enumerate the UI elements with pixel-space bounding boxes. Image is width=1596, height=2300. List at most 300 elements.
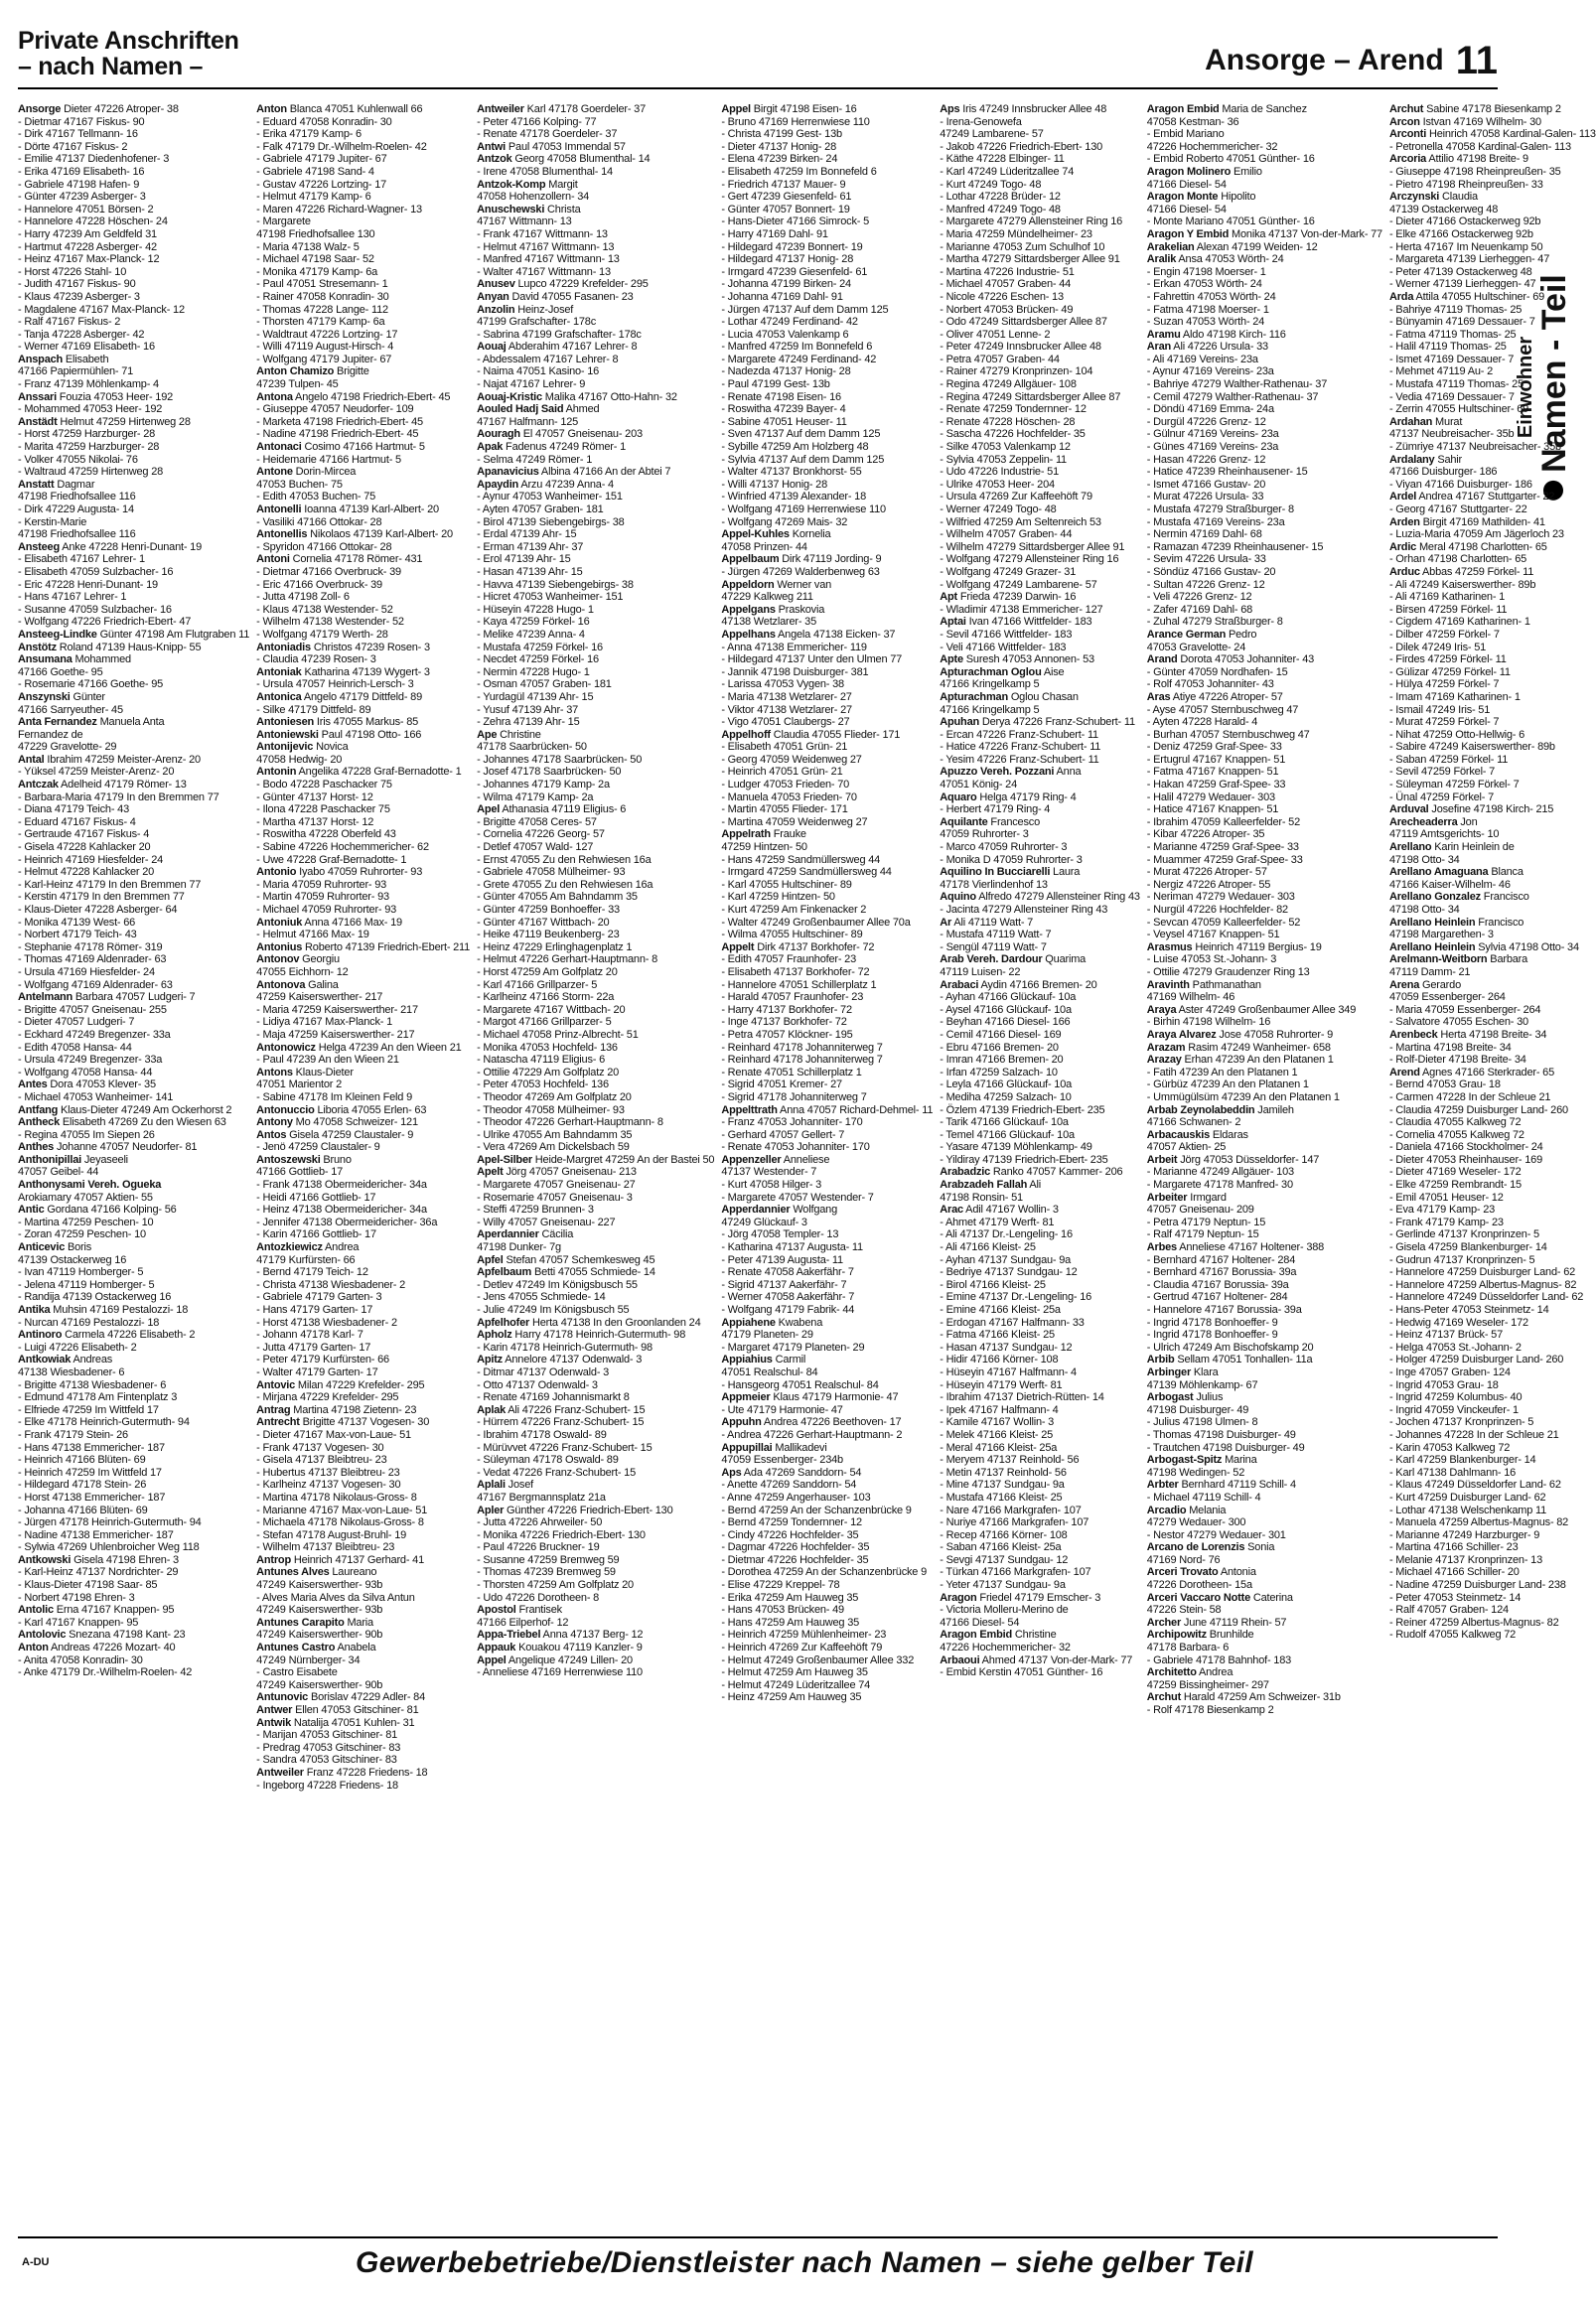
entry-details: Brigitte: [334, 365, 369, 378]
directory-entry: [940, 803, 1140, 816]
entry-details: - Mürüvvet 47226 Franz-Schubert- 15: [477, 1441, 653, 1454]
entry-details: - Maria 47138 Wetzlarer- 27: [721, 690, 852, 703]
entry-details: - Maria 47259 Mündelheimer- 23: [940, 227, 1092, 240]
directory-entry: [1389, 228, 1596, 241]
directory-entry: [18, 1329, 249, 1342]
directory-entry: [477, 354, 714, 366]
entry-details: Jörg 47057 Gneisenau- 213: [503, 1166, 637, 1179]
directory-entry: [18, 416, 249, 429]
directory-entry: [18, 1654, 249, 1667]
entry-details: Francesco: [987, 815, 1040, 828]
entry-details: 47166 Duisburger- 186: [1388, 466, 1498, 479]
directory-entry: [940, 1654, 1140, 1667]
entry-details: Betti 47055 Schmiede- 14: [531, 1266, 655, 1279]
directory-entry: [940, 642, 1140, 654]
directory-entry: [18, 516, 249, 529]
entry-details: Ibrahim 47259 Meister-Arenz- 20: [44, 753, 201, 766]
directory-entry: [256, 854, 470, 867]
entry-details: - Karl 47259 Hintzen- 50: [721, 891, 835, 904]
directory-entry: [940, 1604, 1140, 1617]
entry-details: - Inge 47137 Borkhofer- 72: [721, 1016, 847, 1029]
entry-details: 47058 Hohenzollern- 34: [477, 191, 590, 204]
directory-entry: [940, 553, 1140, 566]
directory-entry: [721, 316, 933, 329]
directory-entry: [940, 253, 1140, 266]
directory-entry: [256, 1004, 470, 1017]
entry-details: - Marianne 47167 Max-von-Laue- 51: [256, 1504, 428, 1516]
entry-surname: Arbacauskis: [1146, 1128, 1211, 1141]
entry-details: Elisabeth: [63, 353, 109, 365]
entry-details: - Barbara-Maria 47179 In den Bremmen 77: [18, 791, 219, 803]
entry-details: Erhan 47239 An den Platanen 1: [1181, 1054, 1334, 1067]
directory-entry: [256, 354, 470, 366]
entry-details: - Bernhard 47167 Borussia- 39a: [1146, 1266, 1297, 1279]
entry-details: Andrea 47167 Stuttgarter- 22: [1416, 491, 1555, 503]
directory-entry: [1147, 1366, 1382, 1379]
directory-entry: [721, 1166, 933, 1179]
entry-details: - Erman 47139 Ahr- 37: [477, 540, 584, 553]
directory-entry: [940, 566, 1140, 579]
entry-details: - Elfriede 47259 Im Wittfeld 17: [18, 1403, 159, 1416]
directory-entry: [940, 1179, 1140, 1192]
entry-details: Anna 47137 Berg- 12: [540, 1629, 644, 1642]
entry-details: - Roswitha 47239 Bayer- 4: [721, 403, 846, 416]
entry-details: - Türkan 47166 Markgrafen- 107: [940, 1566, 1091, 1579]
entry-details: - Sultan 47226 Grenz- 12: [1146, 578, 1265, 591]
directory-entry: [1147, 378, 1382, 391]
entry-details: 47198 Otto- 34: [1388, 904, 1460, 916]
directory-entry: [18, 541, 249, 554]
directory-entry: [18, 1467, 249, 1480]
entry-details: - Gudrun 47137 Kronprinzen- 5: [1388, 1253, 1535, 1266]
entry-details: Borislav 47229 Adler- 84: [308, 1691, 426, 1704]
page-range: [1205, 39, 1498, 82]
directory-entry: [256, 1780, 470, 1793]
directory-entry: [1147, 191, 1382, 204]
directory-entry: [477, 966, 714, 979]
directory-entry: [18, 991, 249, 1004]
entry-details: Alfredo 47279 Allensteiner Ring 43: [975, 891, 1140, 904]
directory-entry: [18, 854, 249, 867]
directory-entry: [1147, 1166, 1382, 1179]
entry-details: - Brigitte 47138 Wiesbadener- 6: [18, 1378, 167, 1391]
entry-details: - Margaret 47179 Planeten- 29: [721, 1341, 865, 1354]
entry-details: - Edith 47053 Buchen- 75: [256, 491, 376, 503]
entry-details: June 47119 Rhein- 57: [1181, 1616, 1287, 1629]
directory-entry: [1147, 779, 1382, 791]
entry-details: - Julie 47249 Im Königsbusch 55: [477, 1304, 630, 1316]
entry-surname: Arab Vereh. Dardour: [940, 953, 1043, 966]
directory-entry: [1389, 503, 1596, 516]
entry-details: Antonia: [1218, 1566, 1256, 1579]
entry-surname: Antonov: [256, 953, 300, 966]
directory-entry: [256, 1467, 470, 1480]
entry-surname: Antzok-Komp: [477, 178, 546, 191]
directory-entry: [256, 1479, 470, 1492]
directory-entry: [256, 629, 470, 642]
entry-details: Adil 47167 Wollin- 3: [962, 1204, 1059, 1217]
entry-details: - Hatice 47226 Franz-Schubert- 11: [940, 741, 1101, 754]
directory-entry: [1389, 403, 1596, 416]
entry-details: - Frank 47179 Stein- 26: [18, 1428, 128, 1441]
directory-entry: [18, 341, 249, 354]
entry-details: 47059 Ruhrorter- 3: [940, 828, 1029, 841]
directory-entry: [940, 929, 1140, 941]
entry-details: - Nergiz 47226 Atroper- 55: [1146, 878, 1271, 891]
entry-details: 47249 Nürnberger- 34: [256, 1653, 361, 1666]
directory-entry: [1389, 1554, 1596, 1567]
entry-details: Kwabena: [775, 1316, 823, 1329]
directory-entry: [721, 629, 933, 642]
directory-entry: [1147, 166, 1382, 179]
directory-entry: [721, 278, 933, 291]
entry-surname: Antinoro: [18, 1329, 63, 1342]
directory-entry: [256, 1742, 470, 1755]
entry-surname: Appmeier: [721, 1391, 771, 1404]
directory-entry: [18, 266, 249, 279]
entry-details: 47053 Gravelotte- 24: [1146, 641, 1246, 653]
entry-details: - Sevgi 47137 Sundgau- 12: [940, 1553, 1069, 1566]
entry-details: - Hildegard 47239 Bonnert- 19: [721, 240, 863, 253]
directory-entry: [477, 1141, 714, 1154]
directory-column: [1389, 103, 1596, 2219]
directory-entry: [1389, 1291, 1596, 1304]
directory-entry: [477, 466, 714, 479]
directory-entry: [1147, 1442, 1382, 1455]
entry-details: - Regina 47055 Im Siepen 26: [18, 1128, 155, 1141]
directory-entry: [940, 1379, 1140, 1392]
directory-entry: [940, 1529, 1140, 1542]
directory-entry: [721, 1254, 933, 1267]
directory-entry: [1147, 153, 1382, 166]
directory-entry: [721, 1141, 933, 1154]
entry-surname: Anszynski: [18, 690, 71, 703]
directory-entry: [18, 1004, 249, 1017]
entry-details: - Cornelia 47055 Kalkweg 72: [1388, 1128, 1524, 1141]
entry-surname: Antoni: [256, 553, 290, 566]
directory-entry: [721, 729, 933, 742]
directory-entry: [18, 128, 249, 141]
directory-entry: [18, 204, 249, 216]
entry-details: - Murat 47226 Atroper- 57: [1146, 866, 1267, 879]
entry-surname: Architetto: [1146, 1666, 1197, 1679]
entry-surname: Antonellis: [256, 528, 308, 541]
entry-surname: Antozkiewicz: [256, 1241, 323, 1254]
entry-details: - Dietmar 47166 Overbruck- 39: [256, 565, 401, 578]
entry-details: - Elke 47178 Heinrich-Gutermuth- 94: [18, 1416, 190, 1429]
entry-surname: Anspach: [18, 353, 64, 365]
entry-details: - Dorothea 47259 An der Schanzenbrücke 9: [721, 1566, 927, 1579]
entry-details: Bruno: [320, 1153, 352, 1166]
directory-entry: [1147, 891, 1382, 904]
entry-details: - Dieter 47169 Weseler- 172: [1388, 1166, 1522, 1179]
directory-entry: [940, 966, 1140, 979]
entry-details: - Bernd 47259 An der Schanzenbrücke 9: [721, 1504, 912, 1516]
directory-column: [940, 103, 1140, 2219]
entry-details: - Detlev 47249 Im Königsbusch 55: [477, 1278, 638, 1291]
entry-details: - Heinrich 47166 Blüten- 69: [18, 1454, 146, 1467]
entry-details: - Zerrin 47055 Hultschiner- 69: [1388, 403, 1529, 416]
directory-entry: [1147, 1642, 1382, 1654]
directory-entry: [940, 128, 1140, 141]
entry-details: 47198 Ronsin- 51: [940, 1191, 1023, 1204]
directory-entry: [256, 1429, 470, 1442]
entry-details: - Lothar 47228 Brüder- 12: [940, 191, 1061, 204]
entry-details: Josefine 47198 Kirch- 215: [1428, 803, 1554, 816]
entry-details: - Renate 47058 Aakerfähr- 7: [721, 1266, 854, 1279]
entry-details: - Ismet 47169 Dessauer- 7: [1388, 353, 1515, 365]
entry-details: - Yesim 47226 Franz-Schubert- 11: [940, 753, 1099, 766]
entry-details: - Hildegard 47137 Unter den Ulmen 77: [721, 653, 903, 666]
entry-details: Dagmar: [54, 478, 95, 491]
directory-entry: [1389, 1091, 1596, 1104]
entry-details: Attilio 47198 Breite- 9: [1426, 153, 1528, 166]
directory-entry: [477, 1604, 714, 1617]
directory-entry: [18, 1566, 249, 1579]
entry-details: - Monika D 47059 Ruhrorter- 3: [940, 853, 1083, 866]
directory-entry: [256, 228, 470, 241]
entry-details: - Thomas 47169 Aldenrader- 63: [18, 953, 167, 966]
entry-details: 47259 Kaiserswerther- 217: [256, 991, 383, 1004]
side-tab-sub-label: Einwohner: [1515, 336, 1536, 439]
entry-details: - Werner 47249 Togo- 48: [940, 503, 1057, 515]
directory-entry: [721, 1579, 933, 1592]
entry-details: - Zehra 47139 Ahr- 15: [477, 716, 580, 729]
entry-surname: Arazay: [1146, 1054, 1182, 1067]
directory-entry: [256, 891, 470, 904]
entry-details: - Hicret 47053 Wanheimer- 151: [477, 591, 624, 604]
directory-entry: [477, 1304, 714, 1317]
directory-entry: [940, 1429, 1140, 1442]
entry-details: - Heinz 47259 Am Hauweg 35: [721, 1691, 862, 1704]
entry-details: - Elisabeth 47167 Lehrer- 1: [18, 553, 145, 566]
directory-entry: [721, 1416, 933, 1429]
entry-details: - Karl 47166 Grillparzer- 5: [477, 978, 598, 991]
entry-surname: Archipowitz: [1146, 1629, 1207, 1642]
entry-details: - Norbert 47053 Brücken- 49: [940, 303, 1074, 316]
directory-entry: [1147, 879, 1382, 892]
directory-entry: [256, 491, 470, 503]
entry-surname: Appelhans: [721, 628, 776, 641]
directory-entry: [1389, 266, 1596, 279]
entry-details: - Emil 47051 Heuser- 12: [1388, 1191, 1504, 1204]
directory-entry: [477, 816, 714, 829]
directory-entry: [477, 166, 714, 179]
entry-details: 47057 Geibel- 44: [18, 1166, 99, 1179]
entry-details: - Sigrid 47178 Johanniterweg 7: [721, 1090, 867, 1103]
entry-details: - Birsen 47259 Förkel- 11: [1388, 603, 1508, 616]
entry-surname: Antoniak: [256, 665, 302, 678]
entry-details: - Johanna 47169 Dahl- 91: [721, 290, 843, 303]
entry-details: - Deniz 47259 Graf-Spee- 33: [1146, 741, 1282, 754]
entry-details: - Margarete 47167 Wittbach- 20: [477, 1003, 626, 1016]
entry-details: - Petronella 47058 Kardinal-Galen- 113: [1388, 140, 1571, 153]
directory-entry: [477, 241, 714, 254]
entry-surname: Arbaoui: [940, 1653, 980, 1666]
entry-details: - Nicole 47226 Eschen- 13: [940, 290, 1064, 303]
entry-details: - Heinrich 47169 Hiesfelder- 24: [18, 853, 164, 866]
entry-details: - Karlheinz 47137 Vogesen- 30: [256, 1479, 401, 1492]
entry-surname: Antweiler: [256, 1766, 304, 1779]
entry-details: Iyabo 47059 Ruhrorter- 93: [296, 866, 423, 879]
directory-entry: [721, 1592, 933, 1605]
directory-entry: [721, 1078, 933, 1091]
directory-entry: [721, 604, 933, 617]
entry-details: - Kurt 47259 Duisburger Land- 62: [1388, 1491, 1546, 1504]
entry-details: Andrea: [1196, 1666, 1233, 1679]
directory-entry: [477, 365, 714, 378]
entry-details: - Wolfgang 47058 Hansa- 44: [18, 1066, 153, 1078]
entry-details: - Bernd 47053 Grau- 18: [1388, 1078, 1501, 1091]
entry-details: - Bahriye 47279 Walther-Rathenau- 37: [1146, 378, 1328, 391]
directory-entry: [256, 103, 470, 116]
entry-surname: Anton Chamizo: [256, 365, 335, 378]
entry-surname: Arand: [1146, 653, 1178, 666]
directory-entry: [1147, 979, 1382, 992]
entry-details: Brunhilde: [1206, 1629, 1254, 1642]
directory-entry: [1147, 1141, 1382, 1154]
entry-surname: Arbinger: [1146, 1366, 1192, 1378]
entry-details: Christos 47239 Rosen- 3: [310, 641, 430, 653]
entry-details: - Franz 47139 Möhlenkamp- 4: [18, 378, 159, 391]
directory-entry: [1147, 642, 1382, 654]
directory-entry: [940, 166, 1140, 179]
entry-details: - Firdes 47259 Förkel- 11: [1388, 653, 1507, 666]
section-title-line1: Private Anschriften: [18, 27, 239, 55]
directory-entry: [1389, 791, 1596, 804]
entry-surname: Antonica: [256, 690, 302, 703]
directory-entry: [18, 653, 249, 666]
entry-details: - Thomas 47239 Bremweg 59: [477, 1566, 616, 1579]
directory-entry: [256, 1266, 470, 1279]
directory-entry: [256, 428, 470, 441]
directory-entry: [1147, 803, 1382, 816]
entry-details: - Tanja 47228 Asberger- 42: [18, 328, 145, 341]
directory-entry: [18, 378, 249, 391]
directory-entry: [477, 204, 714, 216]
directory-entry: [477, 803, 714, 816]
entry-details: - Durgül 47226 Grenz- 12: [1146, 415, 1266, 428]
directory-entry: [256, 1342, 470, 1355]
entry-details: - Steffi 47259 Brunnen- 3: [477, 1204, 594, 1217]
directory-entry: [477, 691, 714, 704]
directory-entry: [477, 1279, 714, 1292]
directory-entry: [1147, 816, 1382, 829]
directory-entry: [721, 291, 933, 304]
directory-entry: [1147, 1391, 1382, 1404]
entry-details: - Sabrina 47199 Grafschafter- 178c: [477, 328, 642, 341]
directory-entry: [940, 841, 1140, 854]
entry-details: Dirk 47119 Jording- 9: [779, 553, 882, 566]
entry-details: - Renate 47051 Schillerplatz 1: [721, 1066, 862, 1078]
entry-surname: Antweiler: [477, 103, 524, 115]
section-title: [18, 28, 239, 79]
directory-entry: [256, 1228, 470, 1241]
directory-entry: [1389, 516, 1596, 529]
entry-details: - Hartmut 47228 Asberger- 42: [18, 240, 157, 253]
entry-details: Aldo 47198 Kirch- 116: [1180, 328, 1286, 341]
directory-entry: [256, 1078, 470, 1091]
entry-details: - Hannelore 47259 Albertus-Magnus- 82: [1388, 1278, 1577, 1291]
entry-details: Klaus 47179 Harmonie- 47: [770, 1391, 899, 1404]
entry-details: Abderahim 47167 Lehrer- 8: [506, 341, 638, 354]
entry-surname: Appelgans: [721, 603, 776, 616]
entry-details: - Hannelore 47228 Höschen- 24: [18, 216, 168, 228]
entry-details: Sonia: [1244, 1541, 1275, 1554]
entry-details: - Michael 47059 Ruhrorter- 93: [256, 904, 397, 916]
entry-details: 47058 Kestman- 36: [1146, 115, 1239, 128]
directory-entry: [721, 428, 933, 441]
directory-entry: [1147, 1266, 1382, 1279]
directory-entry: [477, 1592, 714, 1605]
directory-entry: [940, 1467, 1140, 1480]
entry-details: Barbara 47057 Ludgeri- 7: [73, 991, 196, 1004]
entry-details: - Stephanie 47178 Römer- 319: [18, 940, 163, 953]
entry-details: 47166 Diesel- 54: [940, 1616, 1020, 1629]
entry-details: 47198 Friedhofsallee 116: [18, 528, 136, 541]
directory-entry: [940, 403, 1140, 416]
directory-entry: [721, 841, 933, 854]
directory-entry: [1147, 1179, 1382, 1192]
directory-entry: [256, 1116, 470, 1129]
entry-surname: Aragon Y Embid: [1146, 227, 1230, 240]
directory-entry: [721, 365, 933, 378]
entry-details: - Michael 47058 Prinz-Albrecht- 51: [477, 1028, 639, 1041]
directory-entry: [721, 866, 933, 879]
directory-entry: [1389, 1566, 1596, 1579]
entry-details: - Marianne 47259 Graf-Spee- 33: [1146, 841, 1299, 854]
entry-details: - Michael 47166 Schiller- 20: [1388, 1566, 1520, 1579]
entry-details: - Sven 47137 Auf dem Damm 125: [721, 428, 881, 441]
directory-entry: [477, 1479, 714, 1492]
entry-surname: Arabzadeh Fallah: [940, 1179, 1028, 1192]
directory-entry: [256, 1179, 470, 1192]
directory-entry: [477, 103, 714, 116]
entry-surname: Antwer: [256, 1704, 293, 1716]
directory-entry: [18, 1354, 249, 1366]
entry-details: - Klaus 47138 Westender- 52: [256, 603, 393, 616]
directory-entry: [721, 953, 933, 966]
entry-details: - Sigrid 47137 Aakerfähr- 7: [721, 1278, 847, 1291]
directory-entry: [18, 1042, 249, 1055]
directory-entry: [1147, 278, 1382, 291]
entry-details: Boris: [65, 1241, 92, 1254]
entry-details: - Wolfgang 47279 Allensteiner Ring 16: [940, 553, 1119, 566]
directory-entry: [721, 1467, 933, 1480]
directory-entry: [256, 716, 470, 729]
entry-details: - Käthe 47228 Elbinger- 11: [940, 153, 1065, 166]
directory-entry: [721, 1029, 933, 1042]
directory-entry: [721, 191, 933, 204]
entry-details: Frieda 47239 Darwin- 16: [957, 591, 1077, 604]
entry-surname: Antika: [18, 1304, 51, 1316]
entry-details: - Grete 47055 Zu den Rehwiesen 16a: [477, 878, 653, 891]
entry-surname: Apperdannier: [721, 1204, 791, 1217]
directory-entry: [721, 966, 933, 979]
entry-details: Margit: [545, 178, 578, 191]
entry-surname: Appenzeller: [721, 1153, 782, 1166]
directory-entry: [1147, 716, 1382, 729]
entry-surname: Arelmann-Weitborn: [1388, 953, 1488, 966]
entry-details: - Jutta 47179 Garten- 17: [256, 1341, 371, 1354]
directory-entry: [477, 1342, 714, 1355]
directory-entry: [256, 253, 470, 266]
directory-entry: [1147, 566, 1382, 579]
directory-entry: [256, 704, 470, 717]
directory-entry: [721, 791, 933, 804]
entry-details: - Anita 47058 Konradin- 30: [18, 1653, 143, 1666]
entry-details: - Judith 47167 Fiskus- 90: [18, 278, 136, 291]
